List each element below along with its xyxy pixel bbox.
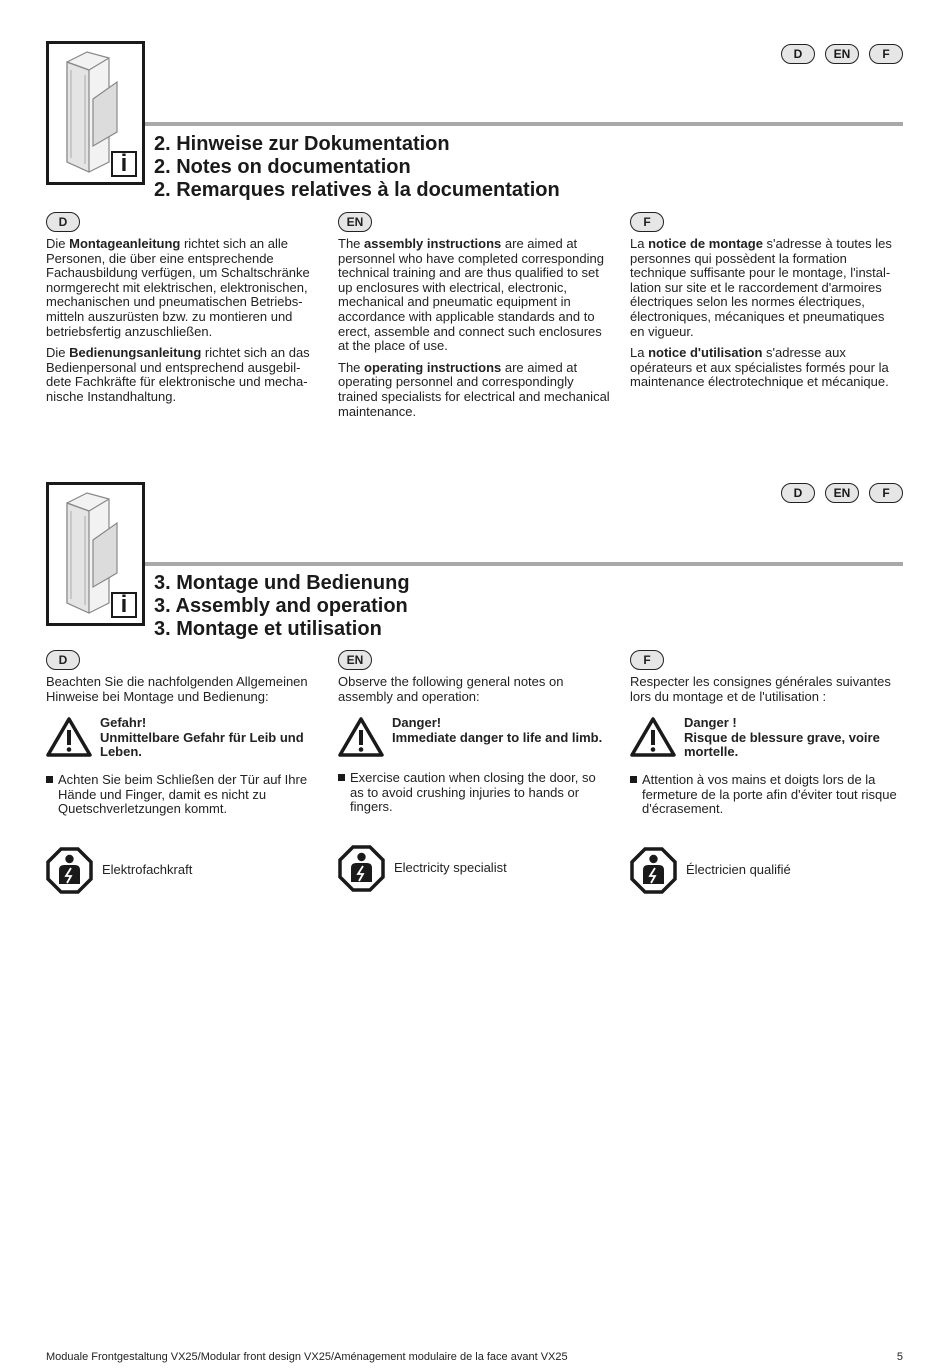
specialist-label: Electricity specialist bbox=[394, 860, 507, 876]
electrician-icon bbox=[46, 847, 93, 894]
column-fr bbox=[630, 650, 902, 894]
bullet-square-icon bbox=[630, 776, 637, 783]
warning-triangle-icon bbox=[338, 716, 384, 758]
lang-tag-en: EN bbox=[825, 44, 859, 64]
title-de: 3. Montage und Bedienung bbox=[154, 572, 410, 594]
info-icon: i bbox=[111, 151, 137, 177]
lang-tag-de: D bbox=[781, 44, 815, 64]
specialist-note bbox=[338, 845, 610, 892]
language-tags bbox=[781, 483, 903, 503]
lang-tag-de: D bbox=[46, 650, 80, 670]
warning-body: Unmittelbare Gefahr für Leib und Leben. bbox=[100, 729, 304, 760]
warning-body: Risque de blessure grave, voire mortelle. bbox=[684, 729, 880, 760]
warning-triangle-icon bbox=[46, 716, 92, 758]
bullet-text: Exercise caution when closing the door, so as to avoid crushing injuries to hands or fingers. bbox=[350, 770, 596, 815]
lang-tag-de: D bbox=[46, 212, 80, 232]
paragraph: The operating instructions are aimed at operating personnel and correspondingly trained specialists for electrical and mechanical maintenance. bbox=[338, 359, 610, 419]
bullet-text: Attention à vos mains et doigts lors de la fermeture de la porte afin d'éviter tout risque d'écrasement. bbox=[642, 771, 897, 817]
lang-tag-de: D bbox=[781, 483, 815, 503]
specialist-label: Elektrofachkraft bbox=[102, 861, 193, 877]
warning-body: Immediate danger to life and limb. bbox=[392, 729, 603, 745]
enclosure-info-icon bbox=[46, 41, 145, 185]
page-number: 5 bbox=[896, 1351, 903, 1363]
title-en: 3. Assembly and operation bbox=[154, 595, 408, 617]
paragraph: Die Montageanleitung richtet sich an alle Personen, die über eine entsprechende Fachausbildung verfügen, um Schaltschränke normgerecht mit elektrischen, elektronischen, mechanischen und pneumatischen Betriebsmitteln auszurüsten bzw. zu montieren und betriebsfertig anzuschließen. bbox=[46, 236, 310, 339]
column-en bbox=[338, 650, 610, 892]
list-item bbox=[338, 771, 610, 815]
warning-title: Gefahr! bbox=[100, 715, 147, 731]
intro-text: Observe the following general notes on assembly and operation: bbox=[338, 674, 564, 704]
column-en bbox=[338, 212, 610, 426]
language-tags bbox=[781, 44, 903, 64]
lang-tag-fr: F bbox=[869, 483, 903, 503]
danger-warning bbox=[46, 716, 318, 760]
lang-tag-en: EN bbox=[338, 650, 372, 670]
header-rule bbox=[145, 122, 903, 126]
paragraph: Die Bedienungsanleitung richtet sich an das Bedienpersonal und entsprechend ausgebildete Fachkräfte für elektronische und mechanische Instandhaltung. bbox=[46, 345, 310, 404]
info-icon: i bbox=[111, 592, 137, 618]
electrician-icon bbox=[338, 845, 385, 892]
specialist-note bbox=[630, 847, 902, 894]
header-rule bbox=[145, 562, 903, 566]
bullet-text: Achten Sie beim Schließen der Tür auf Ihre Hände und Finger, damit es nicht zu Quetschverletzungen kommt. bbox=[58, 771, 308, 817]
warning-title: Danger ! bbox=[684, 715, 737, 731]
paragraph: La notice de montage s'adresse à toutes les personnes qui possèdent la formation technique suffisante pour le montage, l'installation sur site et le raccordement d'armoires électriques selon les normes électriques, électroniques, mécaniques et pneumatiques en vigueur. bbox=[630, 236, 892, 339]
title-fr: 2. Remarques relatives à la documentation bbox=[154, 179, 560, 201]
column-fr bbox=[630, 212, 902, 397]
electrician-icon bbox=[630, 847, 677, 894]
specialist-note bbox=[46, 847, 318, 894]
warning-triangle-icon bbox=[630, 716, 676, 758]
title-de: 2. Hinweise zur Dokumentation bbox=[154, 133, 450, 155]
enclosure-info-icon bbox=[46, 482, 145, 626]
bullet-square-icon bbox=[338, 774, 345, 781]
intro-text: Respecter les consignes générales suivantes lors du montage et de l'utilisation : bbox=[630, 674, 891, 704]
intro-text: Beachten Sie die nachfolgenden Allgemeinen Hinweise bei Montage und Bedienung: bbox=[46, 674, 308, 704]
title-fr: 3. Montage et utilisation bbox=[154, 618, 382, 640]
lang-tag-fr: F bbox=[869, 44, 903, 64]
lang-tag-en: EN bbox=[338, 212, 372, 232]
column-de bbox=[46, 650, 318, 894]
list-item bbox=[46, 773, 318, 817]
warning-title: Danger! bbox=[392, 715, 442, 731]
title-en: 2. Notes on documentation bbox=[154, 156, 411, 178]
page-footer: Moduale Frontgestaltung VX25/Modular front design VX25/Aménagement modulaire de la face avant VX25 bbox=[46, 1351, 568, 1363]
danger-warning bbox=[630, 716, 902, 760]
lang-tag-fr: F bbox=[630, 650, 664, 670]
list-item bbox=[630, 773, 902, 817]
bullet-square-icon bbox=[46, 776, 53, 783]
section-titles bbox=[154, 572, 410, 641]
column-de bbox=[46, 212, 318, 412]
section-titles bbox=[154, 133, 560, 202]
danger-warning bbox=[338, 716, 610, 758]
paragraph: La notice d'utilisation s'adresse aux opérateurs et aux spécialistes formés pour la maintenance électrotechnique et mécanique. bbox=[630, 345, 889, 390]
lang-tag-fr: F bbox=[630, 212, 664, 232]
lang-tag-en: EN bbox=[825, 483, 859, 503]
paragraph: The assembly instructions are aimed at personnel who have completed corresponding technical training and are thus qualified to set up enclosures with electrical, electronic, mechanical and pneumatic equipment in accordance with applicable standards and to erect, assemble and connect such enclosures at the place of use. bbox=[338, 236, 604, 354]
specialist-label: Électricien qualifié bbox=[686, 861, 791, 877]
